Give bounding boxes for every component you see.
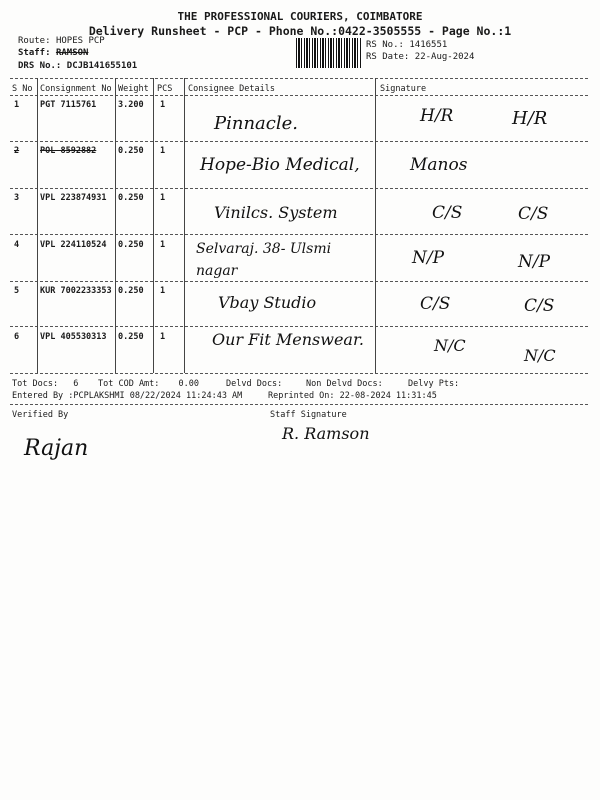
row-consignee-handwritten: Vinilcs. System <box>214 203 338 222</box>
row-consignment: KUR 7002233353 <box>40 286 112 296</box>
row-status-mark: H/R <box>512 108 548 129</box>
tot-cod-label: Tot COD Amt: <box>98 379 160 389</box>
tot-cod-value: 0.00 <box>178 379 200 389</box>
entered-by: Entered By :PCPLAKSHMI 08/22/2024 11:24:43 AM <box>12 391 243 401</box>
row-weight: 0.250 <box>118 240 144 250</box>
rs-no-value: 1416551 <box>409 40 448 50</box>
route-label: Route: <box>18 36 51 46</box>
row-consignment: VPL 224110524 <box>40 240 107 250</box>
route-field <box>18 36 105 46</box>
staff-signature-label: Staff Signature <box>270 410 347 420</box>
verified-by-label: Verified By <box>12 410 69 420</box>
column-divider <box>184 78 185 373</box>
drs-field <box>18 61 137 71</box>
row-pcs: 1 <box>160 100 166 110</box>
barcode <box>296 38 362 68</box>
tot-cod <box>98 379 199 389</box>
row-sno: 6 <box>14 332 20 342</box>
rs-no-label: RS No.: <box>366 40 404 50</box>
row-rule <box>10 326 588 327</box>
row-sno: 2 <box>14 146 20 156</box>
row-rule <box>10 188 588 189</box>
row-weight: 0.250 <box>118 193 144 203</box>
row-consignment: VPL 405530313 <box>40 332 107 342</box>
row-pcs: 1 <box>160 332 166 342</box>
drs-label: DRS No.: <box>18 61 62 71</box>
row-rule <box>10 141 588 142</box>
company-title: THE PROFESSIONAL COURIERS, COIMBATORE <box>177 10 423 23</box>
staff-signature: R. Ramson <box>282 424 370 443</box>
staff-field <box>18 48 88 58</box>
row-status-mark: N/P <box>518 252 551 272</box>
col-header-consignee: Consignee Details <box>188 84 275 94</box>
delvy-pts-label: Delvy Pts: <box>408 379 460 389</box>
col-header-sno: S No <box>12 84 33 94</box>
row-signature-handwritten: Manos <box>410 155 468 175</box>
row-sno: 3 <box>14 193 20 203</box>
tot-docs <box>12 379 78 389</box>
table-top-rule <box>10 78 588 79</box>
row-pcs: 1 <box>160 146 166 156</box>
row-signature-handwritten: N/P <box>412 248 445 268</box>
row-consignment: VPL 223874931 <box>40 193 107 203</box>
runsheet-subtitle: Delivery Runsheet - PCP - Phone No.:0422-3505555 - Page No.:1 <box>88 24 512 38</box>
tot-docs-label: Tot Docs: <box>12 379 59 389</box>
row-signature-handwritten: H/R <box>420 106 454 126</box>
rs-date-field <box>366 52 474 62</box>
row-status-mark: C/S <box>524 296 555 316</box>
row-consignee-handwritten: Hope-Bio Medical, <box>200 155 360 175</box>
column-divider <box>37 78 38 373</box>
row-signature-handwritten: C/S <box>420 294 451 314</box>
header-rule <box>10 95 588 96</box>
table-bottom-rule <box>10 373 588 374</box>
col-header-pcs: PCS <box>157 84 173 94</box>
row-pcs: 1 <box>160 286 166 296</box>
reprinted-on: Reprinted On: 22-08-2024 11:31:45 <box>268 391 437 401</box>
col-header-signature: Signature <box>380 84 427 94</box>
delvd-docs-label: Delvd Docs: <box>226 379 283 389</box>
row-weight: 0.250 <box>118 146 144 156</box>
row-consignee-handwritten: Our Fit Menswear. <box>212 330 364 349</box>
row-status-mark: C/S <box>518 204 549 224</box>
row-consignee-handwritten: Vbay Studio <box>218 293 317 312</box>
row-rule <box>10 234 588 235</box>
rs-no-field <box>366 40 447 50</box>
staff-value: RAMSON <box>55 48 89 58</box>
verified-signature: Rajan <box>24 436 89 461</box>
column-divider <box>115 78 116 373</box>
row-sno: 4 <box>14 240 20 250</box>
row-weight: 0.250 <box>118 286 144 296</box>
tot-docs-value: 6 <box>73 379 79 389</box>
row-weight: 3.200 <box>118 100 144 110</box>
row-pcs: 1 <box>160 193 166 203</box>
staff-label: Staff: <box>18 48 51 58</box>
row-sno: 1 <box>14 100 20 110</box>
row-signature-handwritten: N/C <box>434 336 466 355</box>
rs-date-value: 22-Aug-2024 <box>414 52 475 62</box>
row-consignee-handwritten: Selvaraj. 38- Ulsmi nagar <box>196 241 332 279</box>
row-status-mark: N/C <box>524 346 556 365</box>
col-header-weight: Weight <box>118 84 149 94</box>
column-divider <box>153 78 154 373</box>
col-header-consignment: Consignment No <box>40 84 112 94</box>
non-delvd-docs-label: Non Delvd Docs: <box>306 379 383 389</box>
column-divider <box>375 78 376 373</box>
row-consignee-handwritten: Pinnacle. <box>214 113 298 134</box>
row-consignment: PGT 7115761 <box>40 100 97 110</box>
row-sno: 5 <box>14 286 20 296</box>
row-weight: 0.250 <box>118 332 144 342</box>
row-pcs: 1 <box>160 240 166 250</box>
row-signature-handwritten: C/S <box>432 203 463 223</box>
row-consignment: POL 8592882 <box>40 146 97 156</box>
route-value: HOPES PCP <box>55 36 105 46</box>
rs-date-label: RS Date: <box>366 52 410 62</box>
drs-value: DCJB141655101 <box>66 61 138 71</box>
footer-rule <box>10 404 588 405</box>
